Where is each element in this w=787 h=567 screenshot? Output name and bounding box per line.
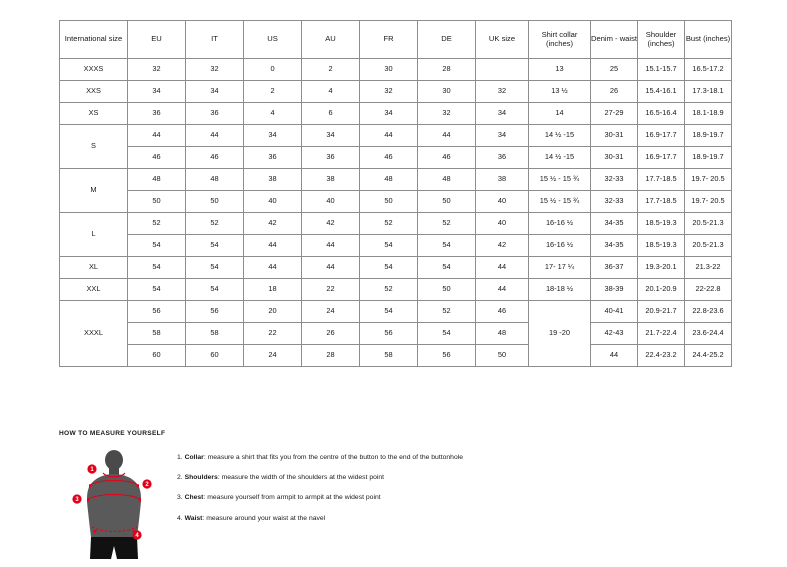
cell-12-8: 42-43: [591, 323, 638, 345]
cell-2-10: 18.1-18.9: [685, 103, 732, 125]
cell-11-8: 40-41: [591, 301, 638, 323]
row-label-XXXS: XXXS: [60, 59, 128, 81]
table-row: [60, 279, 732, 301]
cell-10-3: 22: [302, 279, 360, 301]
cell-11-10: 22.8-23.6: [685, 301, 732, 323]
column-header-4: AU: [302, 21, 360, 59]
row-label-XS: XS: [60, 103, 128, 125]
measure-instruction-number: 1.: [177, 454, 185, 461]
cell-4-3: 36: [302, 147, 360, 169]
table-row: [60, 213, 732, 235]
cell-7-5: 52: [418, 213, 476, 235]
table-row: [60, 323, 732, 345]
row-label-XL: XL: [60, 257, 128, 279]
cell-13-2: 24: [244, 345, 302, 367]
column-header-2: IT: [186, 21, 244, 59]
measure-instructions-list: [177, 447, 463, 534]
cell-3-6: 34: [476, 125, 529, 147]
cell-1-7: 13 ½: [529, 81, 591, 103]
measure-instruction-text: : measure around your waist at the navel: [202, 514, 326, 522]
cell-7-1: 52: [186, 213, 244, 235]
how-to-measure-body: [59, 447, 739, 567]
table-row: [60, 59, 732, 81]
cell-4-2: 36: [244, 147, 302, 169]
measure-instruction-number: 2.: [177, 474, 185, 482]
how-to-measure-title: HOW TO MEASURE YOURSELF: [59, 430, 166, 437]
cell-10-9: 20.1-20.9: [638, 279, 685, 301]
svg-text:4: 4: [135, 533, 139, 540]
cell-0-8: 25: [591, 59, 638, 81]
cell-2-9: 16.5-16.4: [638, 103, 685, 125]
cell-7-4: 52: [360, 213, 418, 235]
row-label-S: S: [60, 125, 128, 169]
column-header-10: Shoulder (inches): [638, 21, 685, 59]
cell-1-8: 26: [591, 81, 638, 103]
cell-12-0: 58: [128, 323, 186, 345]
cell-9-8: 36-37: [591, 257, 638, 279]
cell-12-9: 21.7-22.4: [638, 323, 685, 345]
cell-8-6: 42: [476, 235, 529, 257]
cell-4-6: 36: [476, 147, 529, 169]
measure-instruction-term: Shoulders: [184, 474, 218, 482]
cell-1-0: 34: [128, 81, 186, 103]
cell-12-2: 22: [244, 323, 302, 345]
cell-7-10: 20.5-21.3: [685, 213, 732, 235]
cell-6-5: 50: [418, 191, 476, 213]
table-row: [60, 345, 732, 367]
svg-text:3: 3: [75, 497, 79, 504]
cell-9-9: 19.3-20.1: [638, 257, 685, 279]
column-header-8: Shirt collar (inches): [529, 21, 591, 59]
size-chart-table: [59, 20, 732, 367]
cell-1-4: 32: [360, 81, 418, 103]
cell-9-10: 21.3-22: [685, 257, 732, 279]
cell-13-0: 60: [128, 345, 186, 367]
cell-11-0: 56: [128, 301, 186, 323]
cell-10-2: 18: [244, 279, 302, 301]
cell-3-1: 44: [186, 125, 244, 147]
column-header-6: DE: [418, 21, 476, 59]
cell-1-1: 34: [186, 81, 244, 103]
table-header-row: [60, 21, 732, 59]
cell-3-4: 44: [360, 125, 418, 147]
cell-10-0: 54: [128, 279, 186, 301]
cell-11-4: 54: [360, 301, 418, 323]
cell-12-5: 54: [418, 323, 476, 345]
cell-13-5: 56: [418, 345, 476, 367]
cell-7-3: 42: [302, 213, 360, 235]
cell-5-0: 48: [128, 169, 186, 191]
cell-2-6: 34: [476, 103, 529, 125]
table-row: [60, 257, 732, 279]
cell-0-10: 16.5-17.2: [685, 59, 732, 81]
cell-9-0: 54: [128, 257, 186, 279]
cell-5-10: 19.7- 20.5: [685, 169, 732, 191]
cell-12-6: 48: [476, 323, 529, 345]
cell-4-8: 30-31: [591, 147, 638, 169]
cell-1-6: 32: [476, 81, 529, 103]
cell-11-1: 56: [186, 301, 244, 323]
cell-6-6: 40: [476, 191, 529, 213]
cell-5-2: 38: [244, 169, 302, 191]
cell-9-5: 54: [418, 257, 476, 279]
cell-6-0: 50: [128, 191, 186, 213]
cell-10-4: 52: [360, 279, 418, 301]
cell-8-5: 54: [418, 235, 476, 257]
cell-6-1: 50: [186, 191, 244, 213]
cell-6-4: 50: [360, 191, 418, 213]
cell-9-6: 44: [476, 257, 529, 279]
cell-5-5: 48: [418, 169, 476, 191]
measure-instruction-text: : measure the width of the shoulders at the widest point: [217, 474, 385, 482]
cell-1-9: 15.4-16.1: [638, 81, 685, 103]
measure-instruction-text: : measure a shirt that fits you from the centre of the button to the end of the buttonhole: [203, 454, 464, 461]
cell-1-2: 2: [244, 81, 302, 103]
cell-4-10: 18.9-19.7: [685, 147, 732, 169]
table-row: [60, 125, 732, 147]
cell-7-6: 40: [476, 213, 529, 235]
cell-5-9: 17.7-18.5: [638, 169, 685, 191]
row-label-L: L: [60, 213, 128, 257]
cell-0-1: 32: [186, 59, 244, 81]
cell-6-8: 32-33: [591, 191, 638, 213]
cell-12-3: 26: [302, 323, 360, 345]
cell-3-10: 18.9-19.7: [685, 125, 732, 147]
cell-5-3: 38: [302, 169, 360, 191]
measure-instruction-term: Waist: [184, 514, 203, 522]
cell-11-3: 24: [302, 301, 360, 323]
cell-9-1: 54: [186, 257, 244, 279]
table-row: [60, 191, 732, 213]
cell-8-2: 44: [244, 235, 302, 257]
column-header-5: FR: [360, 21, 418, 59]
cell-10-8: 38-39: [591, 279, 638, 301]
cell-9-7: 17- 17 ¼: [529, 257, 591, 279]
measure-instruction-4: [177, 514, 463, 523]
cell-0-5: 28: [418, 59, 476, 81]
measure-instruction-number: 4.: [177, 514, 185, 522]
row-label-XXL: XXL: [60, 279, 128, 301]
cell-8-7: 16-16 ½: [529, 235, 591, 257]
cell-8-1: 54: [186, 235, 244, 257]
cell-10-1: 54: [186, 279, 244, 301]
column-header-9: Denim - waist: [591, 21, 638, 59]
cell-5-1: 48: [186, 169, 244, 191]
cell-4-9: 16.9-17.7: [638, 147, 685, 169]
cell-7-2: 42: [244, 213, 302, 235]
row-label-XXXL: XXXL: [60, 301, 128, 367]
cell-3-9: 16.9-17.7: [638, 125, 685, 147]
cell-8-10: 20.5-21.3: [685, 235, 732, 257]
cell-3-2: 34: [244, 125, 302, 147]
cell-7-8: 34-35: [591, 213, 638, 235]
cell-10-6: 44: [476, 279, 529, 301]
measure-instruction-2: [177, 473, 463, 482]
cell-13-6: 50: [476, 345, 529, 367]
cell-10-10: 22-22.8: [685, 279, 732, 301]
measure-instruction-1: [177, 453, 463, 462]
cell-13-9: 22.4-23.2: [638, 345, 685, 367]
cell-6-9: 17.7-18.5: [638, 191, 685, 213]
measure-instruction-term: Chest: [184, 494, 204, 502]
cell-2-8: 27-29: [591, 103, 638, 125]
cell-3-0: 44: [128, 125, 186, 147]
cell-6-10: 19.7- 20.5: [685, 191, 732, 213]
cell-12-10: 23.6-24.4: [685, 323, 732, 345]
cell-2-1: 36: [186, 103, 244, 125]
cell-2-4: 34: [360, 103, 418, 125]
table-row: [60, 81, 732, 103]
column-header-7: UK size: [476, 21, 529, 59]
cell-12-4: 56: [360, 323, 418, 345]
table-header: [60, 21, 732, 59]
cell-9-2: 44: [244, 257, 302, 279]
cell-5-4: 48: [360, 169, 418, 191]
cell-5-6: 38: [476, 169, 529, 191]
cell-5-7: 15 ½ - 15 ¾: [529, 169, 591, 191]
cell-0-0: 32: [128, 59, 186, 81]
cell-0-3: 2: [302, 59, 360, 81]
cell-13-10: 24.4-25.2: [685, 345, 732, 367]
cell-2-7: 14: [529, 103, 591, 125]
cell-8-8: 34-35: [591, 235, 638, 257]
cell-11-2: 20: [244, 301, 302, 323]
body-diagram: [59, 447, 169, 567]
column-header-3: US: [244, 21, 302, 59]
svg-text:2: 2: [145, 482, 149, 489]
cell-4-1: 46: [186, 147, 244, 169]
cell-2-2: 4: [244, 103, 302, 125]
cell-3-7: 14 ½ -15: [529, 125, 591, 147]
cell-4-0: 46: [128, 147, 186, 169]
cell-4-7: 14 ½ -15: [529, 147, 591, 169]
measure-instruction-term: Collar: [184, 454, 204, 461]
row-label-M: M: [60, 169, 128, 213]
table-row: [60, 235, 732, 257]
cell-0-7: 13: [529, 59, 591, 81]
measure-instruction-number: 3.: [177, 494, 185, 502]
cell-1-3: 4: [302, 81, 360, 103]
cell-3-8: 30-31: [591, 125, 638, 147]
column-header-0: International size: [60, 21, 128, 59]
column-header-11: Bust (inches): [685, 21, 732, 59]
cell-6-7: 15 ½ - 15 ¾: [529, 191, 591, 213]
cell-0-6: [476, 59, 529, 81]
cell-11-5: 52: [418, 301, 476, 323]
measure-instruction-text: : measure yourself from armpit to armpit at the widest point: [203, 494, 381, 502]
table-row: [60, 169, 732, 191]
cell-10-5: 50: [418, 279, 476, 301]
cell-12-1: 58: [186, 323, 244, 345]
cell-8-9: 18.5-19.3: [638, 235, 685, 257]
cell-9-4: 54: [360, 257, 418, 279]
cell-13-1: 60: [186, 345, 244, 367]
cell-13-8: 44: [591, 345, 638, 367]
cell-4-4: 46: [360, 147, 418, 169]
how-to-measure-section: [59, 430, 739, 567]
cell-5-8: 32-33: [591, 169, 638, 191]
cell-0-4: 30: [360, 59, 418, 81]
cell-3-3: 34: [302, 125, 360, 147]
cell-0-9: 15.1-15.7: [638, 59, 685, 81]
cell-8-0: 54: [128, 235, 186, 257]
cell-7-0: 52: [128, 213, 186, 235]
cell-8-3: 44: [302, 235, 360, 257]
cell-1-5: 30: [418, 81, 476, 103]
measure-instruction-3: [177, 493, 463, 502]
cell-3-5: 44: [418, 125, 476, 147]
torso-illustration: [59, 447, 169, 567]
cell-1-10: 17.3-18.1: [685, 81, 732, 103]
column-header-1: EU: [128, 21, 186, 59]
cell-13-4: 58: [360, 345, 418, 367]
row-label-XXS: XXS: [60, 81, 128, 103]
table-row: [60, 147, 732, 169]
svg-text:1: 1: [90, 467, 94, 474]
cell-7-9: 18.5-19.3: [638, 213, 685, 235]
cell-9-3: 44: [302, 257, 360, 279]
cell-2-3: 6: [302, 103, 360, 125]
cell-11-6: 46: [476, 301, 529, 323]
cell-11-9: 20.9-21.7: [638, 301, 685, 323]
cell-7-7: 16-16 ½: [529, 213, 591, 235]
cell-4-5: 46: [418, 147, 476, 169]
cell-2-5: 32: [418, 103, 476, 125]
cell-6-3: 40: [302, 191, 360, 213]
cell-10-7: 18-18 ½: [529, 279, 591, 301]
table-row: [60, 301, 732, 323]
table-body: [60, 59, 732, 367]
table-row: [60, 103, 732, 125]
cell-2-0: 36: [128, 103, 186, 125]
cell-shirt-collar-merged: 19 -20: [529, 301, 591, 367]
cell-0-2: 0: [244, 59, 302, 81]
cell-6-2: 40: [244, 191, 302, 213]
cell-8-4: 54: [360, 235, 418, 257]
cell-13-3: 28: [302, 345, 360, 367]
